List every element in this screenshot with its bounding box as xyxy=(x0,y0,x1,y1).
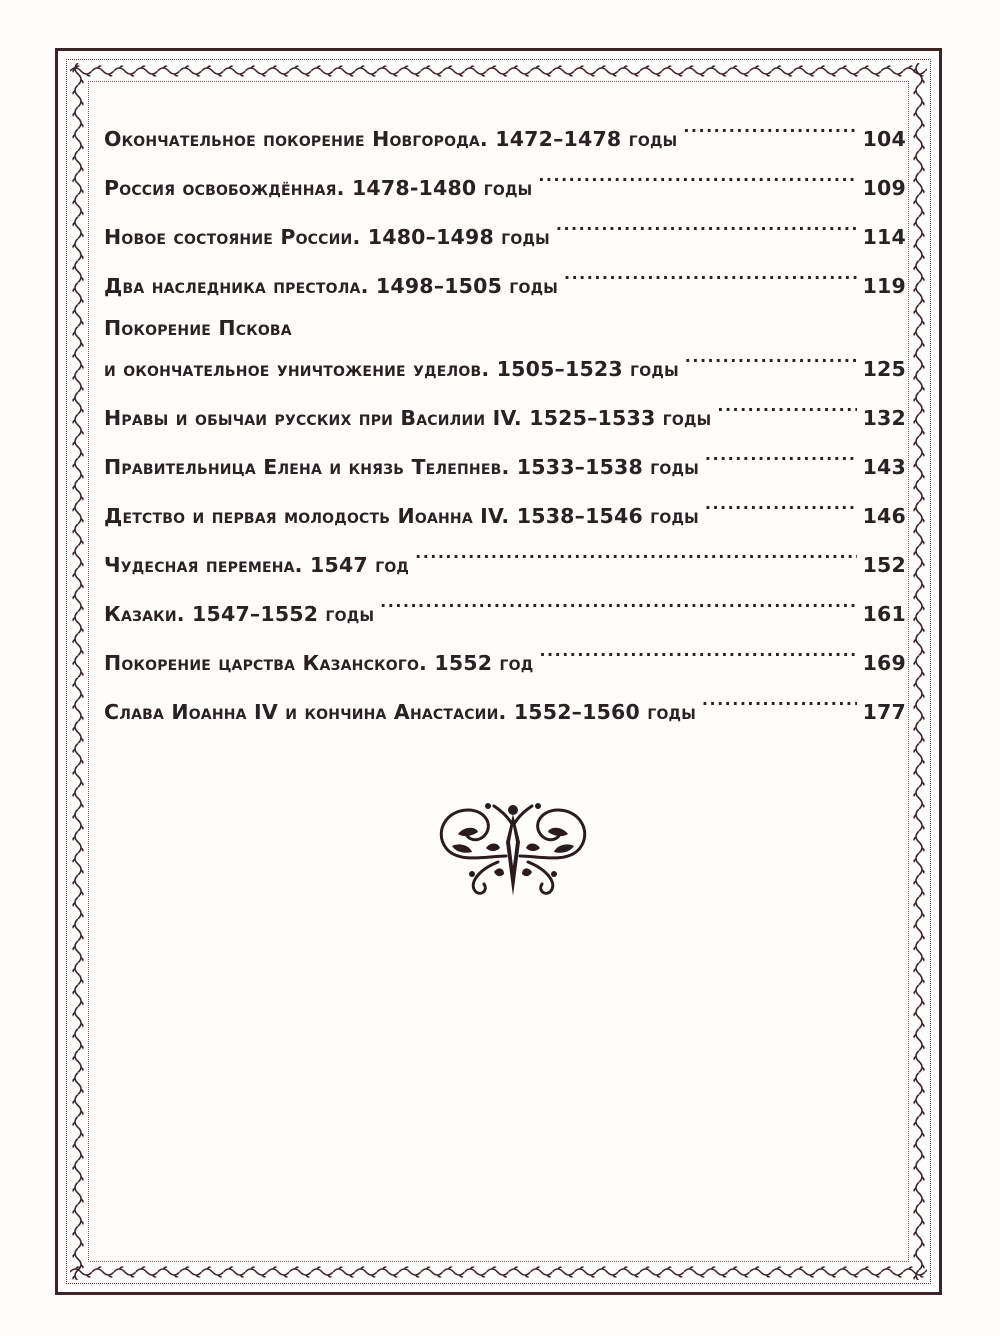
toc-entry xyxy=(104,544,906,577)
toc-entry-title: Окончательное покорение Новгорода. 1472–1478 годы xyxy=(104,127,678,151)
toc-entry-title-line1: Покорение Пскова xyxy=(104,316,292,340)
toc-entry-page: 104 xyxy=(862,127,906,151)
toc-entry-page: 161 xyxy=(862,602,906,626)
dot-leader xyxy=(556,216,857,244)
dot-leader xyxy=(717,397,856,425)
toc-entry-page: 177 xyxy=(862,700,906,724)
toc-entry xyxy=(104,265,906,298)
toc-entry xyxy=(104,642,906,675)
toc-entry-title: Покорение царства Казанского. 1552 год xyxy=(104,651,534,675)
toc-entry-title: Нравы и обычаи русских при Василии IV. 1525–1533 годы xyxy=(104,406,712,430)
toc-entry-page: 169 xyxy=(862,651,906,675)
toc-entry xyxy=(104,314,906,381)
dot-leader xyxy=(538,167,856,195)
dot-leader xyxy=(415,544,856,572)
dot-leader xyxy=(564,265,857,293)
dot-leader xyxy=(539,642,856,670)
toc-entry-page: 132 xyxy=(862,406,906,430)
toc-entry xyxy=(104,397,906,430)
dot-leader xyxy=(702,691,857,719)
toc-entry-page: 119 xyxy=(862,274,906,298)
toc-entry-page: 114 xyxy=(862,225,906,249)
toc-entry-title-wrap xyxy=(104,314,906,381)
toc-entry xyxy=(104,593,906,626)
toc-entry xyxy=(104,446,906,479)
toc-entry-title: Детство и первая молодость Иоанна IV. 1538–1546 годы xyxy=(104,504,699,528)
dot-leader xyxy=(683,118,856,146)
dot-leader xyxy=(685,348,857,376)
vine-border-bottom-icon xyxy=(70,1264,927,1280)
dot-leader xyxy=(705,446,857,474)
toc-entry-page: 143 xyxy=(862,455,906,479)
dot-leader xyxy=(705,495,857,523)
vine-border-top-icon xyxy=(70,63,927,79)
toc-entry-page: 109 xyxy=(862,176,906,200)
toc-entry-title: Слава Иоанна IV и кончина Анастасии. 1552–1560 годы xyxy=(104,700,696,724)
toc-entry xyxy=(104,118,906,151)
toc-entry-title-line2: и окончательное уничтожение уделов. 1505–1523 годы xyxy=(104,357,679,381)
toc-entry xyxy=(104,216,906,249)
floral-vignette-icon xyxy=(428,796,598,900)
toc-entry xyxy=(104,691,906,724)
toc-entry-title: Правительница Елена и князь Телепнев. 1533–1538 годы xyxy=(104,455,699,479)
vine-border-left-icon xyxy=(70,63,86,1280)
toc-entry-title: Новое состояние России. 1480–1498 годы xyxy=(104,225,550,249)
toc-entry-row2 xyxy=(104,348,906,381)
toc-entry-page: 146 xyxy=(862,504,906,528)
vine-border-right-icon xyxy=(911,63,927,1280)
table-of-contents xyxy=(104,118,906,740)
toc-entry-page: 125 xyxy=(862,357,906,381)
toc-entry-page: 152 xyxy=(862,553,906,577)
toc-entry-title: Казаки. 1547–1552 годы xyxy=(104,602,375,626)
toc-entry xyxy=(104,495,906,528)
toc-entry-title: Два наследника престола. 1498–1505 годы xyxy=(104,274,558,298)
dot-leader xyxy=(380,593,856,621)
toc-entry-title: Россия освобождённая. 1478-1480 годы xyxy=(104,176,533,200)
toc-entry xyxy=(104,167,906,200)
toc-entry-title: Чудесная перемена. 1547 год xyxy=(104,553,410,577)
